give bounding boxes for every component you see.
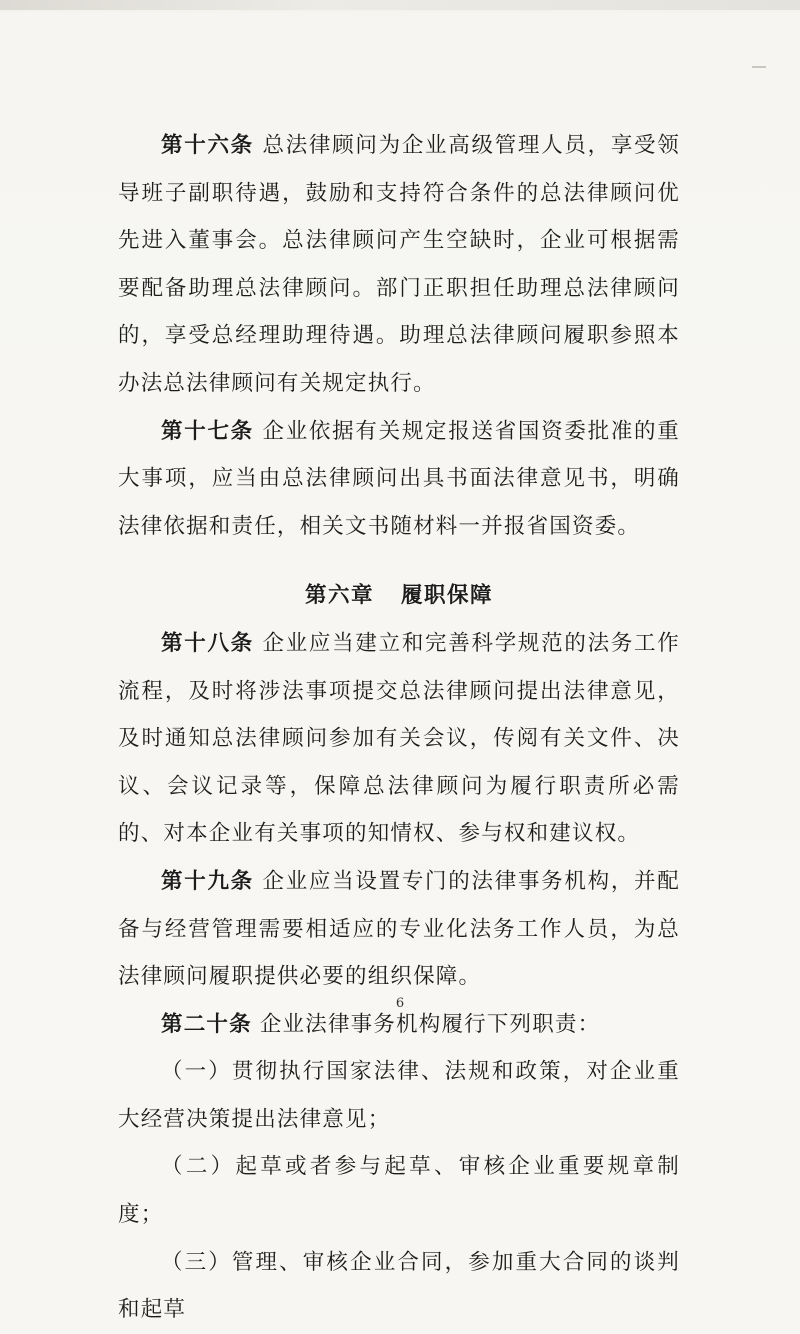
article-text: 企业应当设置专门的法律事务机构，并配备与经营管理需要相适应的专业化法务工作人员，为总法律顾问履职提供必要的组织保障。 — [118, 868, 680, 990]
article-text: 企业应当建立和完善科学规范的法务工作流程，及时将涉法事项提交总法律顾问提出法律意见，及时通知总法律顾问参加有关会议，传阅有关文件、决议、会议记录等，保障总法律顾问为履行职责所必需的、对本企业有关事项的知情权、参与权和建议权。 — [118, 630, 680, 847]
scan-corner-mark — [752, 66, 766, 68]
list-item-2: （二）起草或者参与起草、审核企业重要规章制度； — [118, 1154, 680, 1228]
article-text: 企业法律事务机构履行下列职责： — [259, 1011, 601, 1037]
article-17 — [118, 408, 680, 551]
chapter-number: 第六章 — [305, 583, 375, 609]
article-number: 第十八条 — [161, 630, 254, 656]
article-16 — [118, 122, 680, 408]
chapter-heading — [118, 572, 680, 620]
article-19 — [118, 858, 680, 1001]
article-number: 第十七条 — [161, 418, 254, 444]
article-text: 企业依据有关规定报送省国资委批准的重大事项，应当由总法律顾问出具书面法律意见书，明确法律依据和责任，相关文书随材料一并报省国资委。 — [118, 418, 680, 539]
article-number: 第十六条 — [161, 133, 254, 158]
scan-top-edge — [0, 0, 800, 10]
article-text: 总法律顾问为企业高级管理人员，享受领导班子副职待遇，鼓励和支持符合条件的总法律顾问优先进入董事会。总法律顾问产生空缺时，企业可根据需要配备助理总法律顾问。部门正职担任助理总法律顾问的，享受总经理助理待遇。助理总法律顾问履职参照本办法总法律顾问有关规定执行。 — [118, 133, 680, 396]
article-number: 第二十条 — [161, 1011, 252, 1037]
page-number: 6 — [395, 996, 405, 1011]
article-18 — [118, 620, 680, 858]
list-item-3: （三）管理、审核企业合同，参加重大合同的谈判和起草 — [118, 1249, 680, 1323]
document-body — [118, 122, 680, 1334]
article-number: 第十九条 — [161, 868, 254, 894]
chapter-title: 履职保障 — [400, 583, 493, 609]
list-item-1: （一）贯彻执行国家法律、法规和政策，对企业重大经营决策提出法律意见； — [118, 1059, 680, 1132]
